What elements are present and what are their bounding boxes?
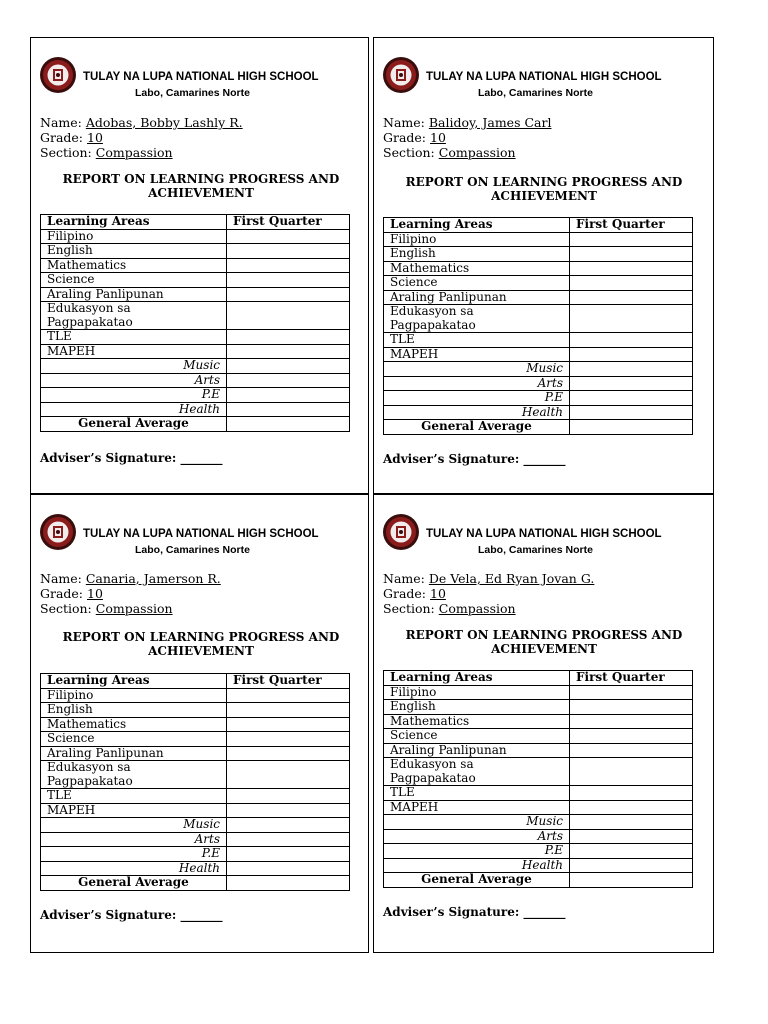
column-header-first-quarter: First Quarter <box>227 674 350 689</box>
student-info <box>383 571 594 616</box>
general-average-row <box>384 420 693 435</box>
section-value: Compassion <box>95 145 173 160</box>
table-row <box>41 229 350 244</box>
grade-cell <box>227 732 350 747</box>
general-average-cell <box>570 873 693 888</box>
learning-area-cell: Music <box>41 818 227 833</box>
grade-cell <box>227 373 350 388</box>
grade-cell <box>570 858 693 873</box>
general-average-row <box>384 873 693 888</box>
section-row <box>383 145 551 160</box>
table-row <box>41 861 350 876</box>
learning-area-cell: P.E <box>41 388 227 403</box>
learning-area-cell: Araling Panlipunan <box>41 287 227 302</box>
table-row <box>384 261 693 276</box>
grade-value: 10 <box>430 130 446 145</box>
report-card <box>30 494 369 953</box>
general-average-cell <box>570 420 693 435</box>
report-title-line: REPORT ON LEARNING PROGRESS AND <box>62 630 340 644</box>
table-row <box>41 258 350 273</box>
learning-area-cell: Science <box>384 729 570 744</box>
grade-cell <box>570 800 693 815</box>
table-row <box>384 844 693 859</box>
grade-cell <box>570 714 693 729</box>
table-row <box>384 391 693 406</box>
general-average-label: General Average <box>384 420 570 435</box>
grade-cell <box>570 347 693 362</box>
adviser-signature: Adviser’s Signature: _______ <box>383 452 566 466</box>
name-label: Name: <box>40 115 82 130</box>
table-row <box>384 685 693 700</box>
grade-cell <box>227 861 350 876</box>
table-row <box>41 832 350 847</box>
learning-area-cell: P.E <box>384 391 570 406</box>
learning-area-cell: Mathematics <box>41 258 227 273</box>
grade-cell <box>570 758 693 786</box>
grade-cell <box>227 330 350 345</box>
grade-label: Grade: <box>40 586 84 601</box>
grade-cell <box>570 729 693 744</box>
learning-area-cell: Music <box>384 815 570 830</box>
report-title-line: ACHIEVEMENT <box>491 189 597 203</box>
table-row <box>41 244 350 259</box>
table-header-row <box>384 671 693 686</box>
grade-cell <box>227 703 350 718</box>
section-row <box>383 601 594 616</box>
grades-table <box>383 670 693 888</box>
learning-area-cell: Filipino <box>41 229 227 244</box>
general-average-label: General Average <box>384 873 570 888</box>
learning-area-cell: Mathematics <box>384 714 570 729</box>
grade-cell <box>227 344 350 359</box>
learning-area-cell: Health <box>41 402 227 417</box>
student-name: Adobas, Bobby Lashly R. <box>85 115 243 130</box>
learning-area-cell: English <box>41 703 227 718</box>
grade-value: 10 <box>87 586 103 601</box>
school-header <box>382 56 712 102</box>
grade-cell <box>227 287 350 302</box>
grade-cell <box>570 232 693 247</box>
table-row <box>41 847 350 862</box>
learning-area-cell: Arts <box>384 376 570 391</box>
table-row <box>384 758 693 786</box>
adviser-signature: Adviser’s Signature: _______ <box>40 908 223 922</box>
table-row <box>41 717 350 732</box>
grade-row <box>40 586 221 601</box>
column-header-learning-areas: Learning Areas <box>384 218 570 233</box>
grade-cell <box>570 815 693 830</box>
grade-cell <box>227 746 350 761</box>
grade-cell <box>570 276 693 291</box>
grade-cell <box>227 832 350 847</box>
name-row <box>383 115 551 130</box>
grade-cell <box>570 829 693 844</box>
student-info <box>40 115 243 160</box>
report-card <box>373 494 714 953</box>
learning-area-cell: TLE <box>384 333 570 348</box>
grade-row <box>383 586 594 601</box>
learning-area-cell: Health <box>41 861 227 876</box>
learning-area-cell: Mathematics <box>384 261 570 276</box>
learning-area-cell: Filipino <box>384 685 570 700</box>
learning-area-cell: Music <box>384 362 570 377</box>
learning-area-cell: Araling Panlipunan <box>384 290 570 305</box>
school-address: Labo, Camarines Norte <box>135 544 250 556</box>
student-info <box>383 115 551 160</box>
table-row <box>384 247 693 262</box>
learning-area-cell: Edukasyon sa Pagpapakatao <box>41 302 227 330</box>
column-header-first-quarter: First Quarter <box>570 218 693 233</box>
report-title-line: ACHIEVEMENT <box>148 186 254 200</box>
report-title <box>384 628 704 656</box>
table-row <box>384 858 693 873</box>
grade-value: 10 <box>87 130 103 145</box>
grade-cell <box>227 803 350 818</box>
school-header <box>382 513 712 559</box>
table-row <box>41 287 350 302</box>
grades-table <box>40 673 350 891</box>
table-row <box>41 273 350 288</box>
table-row <box>41 302 350 330</box>
general-average-label: General Average <box>41 417 227 432</box>
report-title-line: REPORT ON LEARNING PROGRESS AND <box>405 628 683 642</box>
grades-table <box>40 214 350 432</box>
section-value: Compassion <box>438 145 516 160</box>
grade-row <box>40 130 243 145</box>
table-row <box>384 815 693 830</box>
report-card <box>30 37 369 494</box>
learning-area-cell: Science <box>41 732 227 747</box>
table-row <box>384 290 693 305</box>
learning-area-cell: MAPEH <box>41 344 227 359</box>
school-name: TULAY NA LUPA NATIONAL HIGH SCHOOL <box>83 71 319 83</box>
report-title <box>41 172 361 200</box>
grade-cell <box>227 847 350 862</box>
grade-cell <box>570 261 693 276</box>
grade-cell <box>227 302 350 330</box>
learning-area-cell: English <box>384 247 570 262</box>
report-title <box>384 175 704 203</box>
learning-area-cell: P.E <box>41 847 227 862</box>
name-label: Name: <box>40 571 82 586</box>
grade-cell <box>570 305 693 333</box>
table-row <box>384 786 693 801</box>
school-name: TULAY NA LUPA NATIONAL HIGH SCHOOL <box>426 71 662 83</box>
table-row <box>384 376 693 391</box>
student-name: Canaria, Jamerson R. <box>85 571 221 586</box>
table-row <box>384 800 693 815</box>
section-label: Section: <box>40 145 92 160</box>
learning-area-cell: Science <box>384 276 570 291</box>
grade-cell <box>570 743 693 758</box>
student-name: Balidoy, James Carl <box>428 115 552 130</box>
general-average-cell <box>227 876 350 891</box>
grade-cell <box>570 405 693 420</box>
grade-cell <box>570 391 693 406</box>
grade-cell <box>570 376 693 391</box>
school-name: TULAY NA LUPA NATIONAL HIGH SCHOOL <box>83 528 319 540</box>
table-row <box>41 789 350 804</box>
table-row <box>41 373 350 388</box>
grade-cell <box>227 688 350 703</box>
report-card <box>373 37 714 494</box>
learning-area-cell: English <box>384 700 570 715</box>
table-header-row <box>384 218 693 233</box>
learning-area-cell: Edukasyon sa Pagpapakatao <box>41 761 227 789</box>
learning-area-cell: Mathematics <box>41 717 227 732</box>
name-label: Name: <box>383 571 425 586</box>
column-header-first-quarter: First Quarter <box>227 215 350 230</box>
section-value: Compassion <box>95 601 173 616</box>
school-seal-icon <box>39 513 77 551</box>
report-title-line: ACHIEVEMENT <box>148 644 254 658</box>
grade-cell <box>227 717 350 732</box>
table-row <box>41 688 350 703</box>
table-row <box>384 347 693 362</box>
school-seal-icon <box>382 56 420 94</box>
learning-area-cell: Arts <box>41 373 227 388</box>
grade-cell <box>227 789 350 804</box>
learning-area-cell: Filipino <box>384 232 570 247</box>
section-row <box>40 145 243 160</box>
grade-cell <box>570 844 693 859</box>
grade-cell <box>570 700 693 715</box>
table-row <box>384 829 693 844</box>
learning-area-cell: English <box>41 244 227 259</box>
table-row <box>384 276 693 291</box>
learning-area-cell: MAPEH <box>384 347 570 362</box>
section-label: Section: <box>383 601 435 616</box>
table-row <box>384 743 693 758</box>
grade-cell <box>227 229 350 244</box>
section-label: Section: <box>40 601 92 616</box>
section-label: Section: <box>383 145 435 160</box>
section-value: Compassion <box>438 601 516 616</box>
grades-table <box>383 217 693 435</box>
table-row <box>41 703 350 718</box>
learning-area-cell: Edukasyon sa Pagpapakatao <box>384 305 570 333</box>
grade-cell <box>570 290 693 305</box>
learning-area-cell: Arts <box>41 832 227 847</box>
learning-area-cell: Arts <box>384 829 570 844</box>
table-row <box>41 359 350 374</box>
table-row <box>41 761 350 789</box>
table-row <box>384 232 693 247</box>
table-row <box>41 803 350 818</box>
table-row <box>41 344 350 359</box>
student-name: De Vela, Ed Ryan Jovan G. <box>428 571 595 586</box>
grade-cell <box>570 786 693 801</box>
grade-label: Grade: <box>383 130 427 145</box>
table-row <box>384 305 693 333</box>
grade-row <box>383 130 551 145</box>
grade-cell <box>227 388 350 403</box>
grade-cell <box>227 258 350 273</box>
adviser-signature: Adviser’s Signature: _______ <box>40 451 223 465</box>
grade-cell <box>227 244 350 259</box>
grade-label: Grade: <box>383 586 427 601</box>
general-average-cell <box>227 417 350 432</box>
school-address: Labo, Camarines Norte <box>135 87 250 99</box>
report-title <box>41 630 361 658</box>
table-header-row <box>41 215 350 230</box>
student-info <box>40 571 221 616</box>
table-row <box>384 405 693 420</box>
report-title-line: ACHIEVEMENT <box>491 642 597 656</box>
general-average-row <box>41 417 350 432</box>
adviser-signature: Adviser’s Signature: _______ <box>383 905 566 919</box>
name-label: Name: <box>383 115 425 130</box>
learning-area-cell: TLE <box>384 786 570 801</box>
report-title-line: REPORT ON LEARNING PROGRESS AND <box>62 172 340 186</box>
learning-area-cell: Health <box>384 405 570 420</box>
table-row <box>41 330 350 345</box>
learning-area-cell: Edukasyon sa Pagpapakatao <box>384 758 570 786</box>
column-header-learning-areas: Learning Areas <box>384 671 570 686</box>
table-row <box>41 818 350 833</box>
name-row <box>383 571 594 586</box>
learning-area-cell: MAPEH <box>384 800 570 815</box>
grade-cell <box>227 402 350 417</box>
table-row <box>41 388 350 403</box>
school-seal-icon <box>382 513 420 551</box>
general-average-row <box>41 876 350 891</box>
grade-cell <box>570 333 693 348</box>
school-name: TULAY NA LUPA NATIONAL HIGH SCHOOL <box>426 528 662 540</box>
table-row <box>384 362 693 377</box>
school-header <box>39 513 369 559</box>
report-title-line: REPORT ON LEARNING PROGRESS AND <box>405 175 683 189</box>
section-row <box>40 601 221 616</box>
grade-cell <box>570 685 693 700</box>
learning-area-cell: P.E <box>384 844 570 859</box>
learning-area-cell: MAPEH <box>41 803 227 818</box>
grade-label: Grade: <box>40 130 84 145</box>
grade-value: 10 <box>430 586 446 601</box>
table-row <box>41 746 350 761</box>
school-seal-icon <box>39 56 77 94</box>
column-header-first-quarter: First Quarter <box>570 671 693 686</box>
grade-cell <box>227 273 350 288</box>
table-row <box>41 402 350 417</box>
learning-area-cell: Filipino <box>41 688 227 703</box>
learning-area-cell: Araling Panlipunan <box>384 743 570 758</box>
learning-area-cell: Health <box>384 858 570 873</box>
general-average-label: General Average <box>41 876 227 891</box>
table-row <box>384 729 693 744</box>
column-header-learning-areas: Learning Areas <box>41 674 227 689</box>
table-row <box>384 700 693 715</box>
table-row <box>384 714 693 729</box>
table-row <box>384 333 693 348</box>
school-address: Labo, Camarines Norte <box>478 87 593 99</box>
name-row <box>40 571 221 586</box>
column-header-learning-areas: Learning Areas <box>41 215 227 230</box>
learning-area-cell: TLE <box>41 330 227 345</box>
learning-area-cell: Music <box>41 359 227 374</box>
table-row <box>41 732 350 747</box>
learning-area-cell: TLE <box>41 789 227 804</box>
learning-area-cell: Science <box>41 273 227 288</box>
grade-cell <box>227 761 350 789</box>
grade-cell <box>227 359 350 374</box>
grade-cell <box>227 818 350 833</box>
name-row <box>40 115 243 130</box>
table-header-row <box>41 674 350 689</box>
learning-area-cell: Araling Panlipunan <box>41 746 227 761</box>
school-header <box>39 56 369 102</box>
school-address: Labo, Camarines Norte <box>478 544 593 556</box>
grade-cell <box>570 362 693 377</box>
grade-cell <box>570 247 693 262</box>
